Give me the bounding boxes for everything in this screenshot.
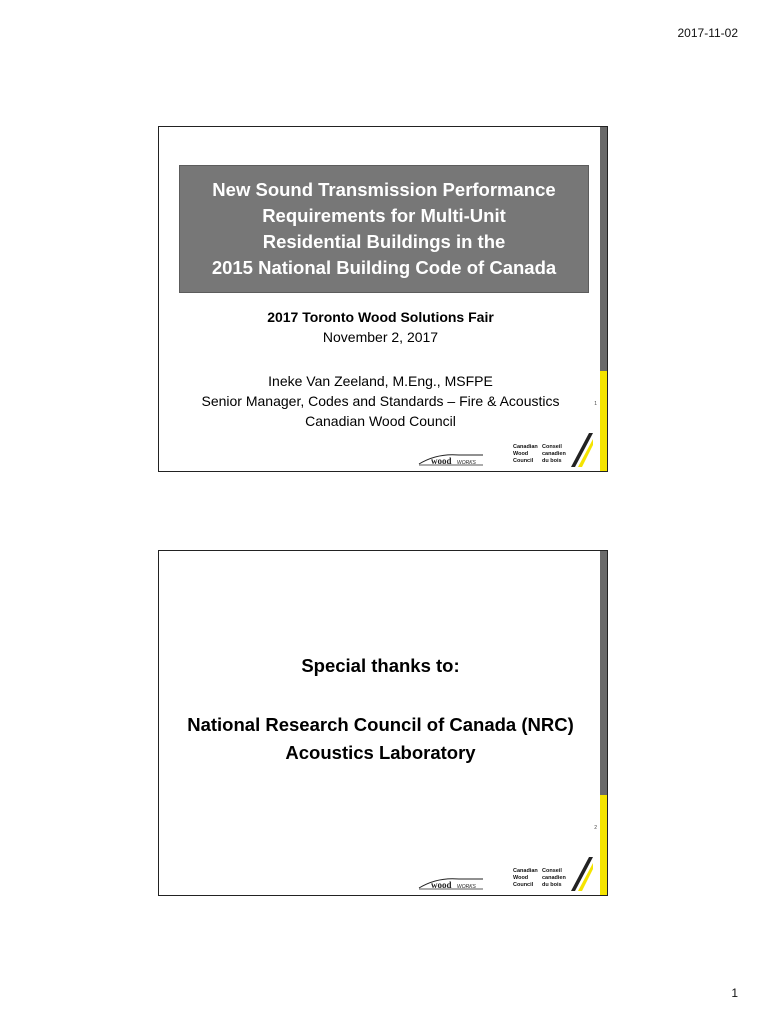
slide-2 — [158, 550, 608, 896]
cwc-french-name: Conseil canadien du bois — [542, 444, 566, 464]
slide-title-box — [179, 165, 589, 293]
cwc-english-name: Canadian Wood Council — [513, 868, 538, 888]
cwc-french-name: Conseil canadien du bois — [542, 868, 566, 888]
woodworks-logo — [417, 873, 487, 891]
svg-text:WORKS: WORKS — [457, 884, 476, 890]
event-date: November 2, 2017 — [322, 329, 439, 345]
page-date: 2017-11-02 — [677, 26, 738, 40]
presenter-org: Canadian Wood Council — [305, 413, 456, 429]
slide-1 — [158, 126, 608, 472]
thanks-heading: Special thanks to: — [301, 655, 460, 676]
svg-text:wood: wood — [431, 456, 452, 466]
presenter-block — [159, 371, 602, 431]
thanks-body: National Research Council of Canada (NRC) Acoustics Laboratory — [187, 714, 574, 763]
presenter-name: Ineke Van Zeeland, M.Eng., MSFPE — [268, 373, 493, 389]
slide-number: 2 — [594, 825, 597, 831]
cwc-logo-mark — [567, 857, 593, 891]
slide-number: 1 — [594, 401, 597, 407]
presenter-role: Senior Manager, Codes and Standards – Fire & Acoustics — [201, 393, 560, 409]
woodworks-logo — [417, 449, 487, 467]
slide-title: New Sound Transmission Performance Requirements for Multi-Unit Residential Buildings in the 2015 National Building Code of Canada — [211, 179, 557, 278]
page-number: 1 — [731, 986, 738, 1000]
edge-accent-yellow — [600, 795, 607, 895]
event-name: 2017 Toronto Wood Solutions Fair — [267, 309, 494, 325]
svg-text:WORKS: WORKS — [457, 460, 476, 466]
svg-text:wood: wood — [431, 880, 452, 890]
cwc-english-name: Canadian Wood Council — [513, 444, 538, 464]
cwc-logo-mark — [567, 433, 593, 467]
